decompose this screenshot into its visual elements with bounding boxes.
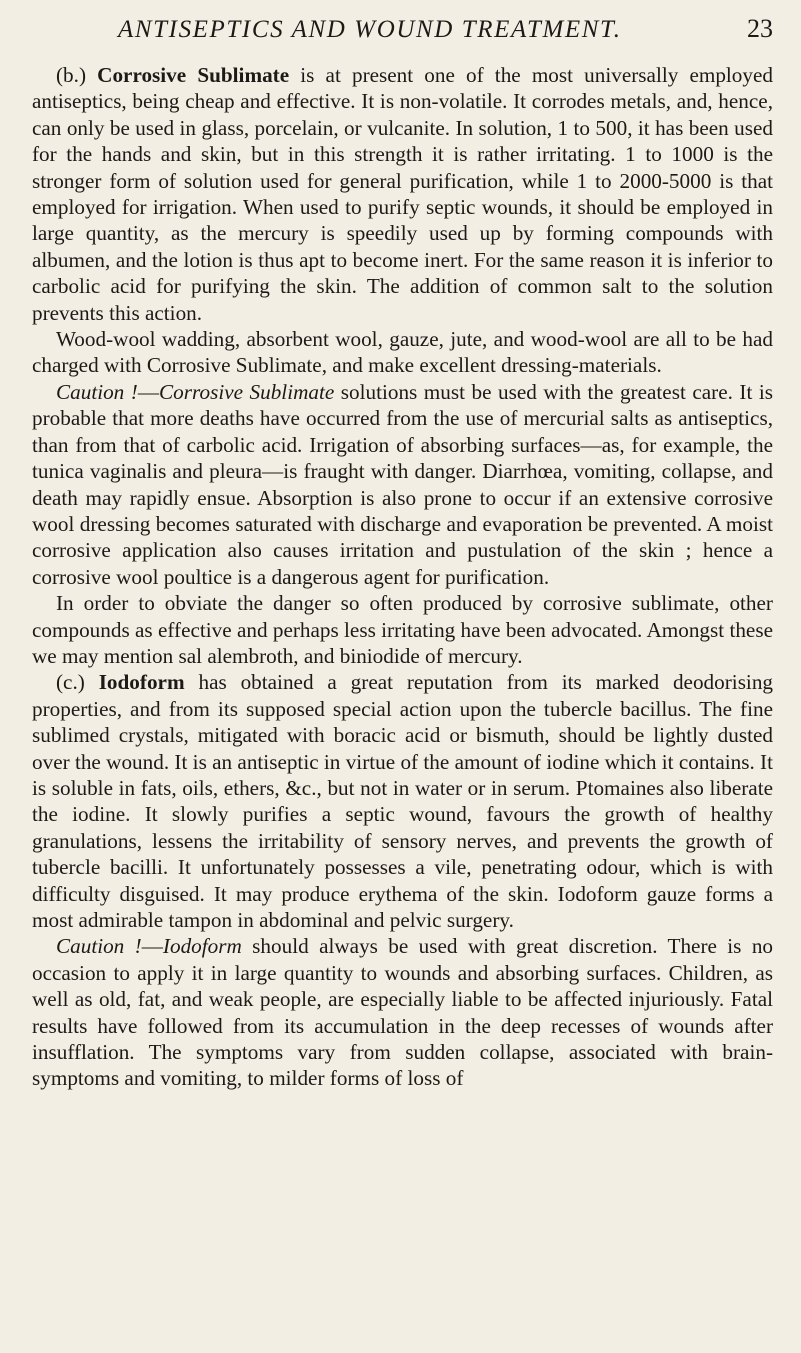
paragraph-iodoform	[32, 669, 773, 933]
caution-label: Caution !	[56, 934, 142, 959]
body-text	[32, 62, 773, 1092]
paragraph-text: In order to obviate the danger so often produced by corrosive sublimate, other compounds as effective and perhaps less irritating have been advocated. Amongst these we may mention sal alembroth, and biniodide of mercury.	[32, 591, 773, 668]
section-term: Corrosive Sublimate	[97, 63, 290, 87]
section-marker: (b.)	[56, 63, 98, 87]
paragraph-text: is at present one of the most universally employed antiseptics, being cheap and effective. It is non-volatile. It corrodes metals, and, hence, can only be used in glass, porcelain, or vulcanite. In solution, 1 to 500, it has been used for the hands and skin, but in this strength it is rather irritating. 1 to 1000 is the stronger form of solution used for general purification, while 1 to 2000-5000 is that employed for irrigation. When used to purify septic wounds, it should be employed in large quantity, as the mercury is speedily used up by forming compounds with albumen, and the lotion is thus apt to become inert. For the same reason it is inferior to carbolic acid for purifying the skin. The addition of common salt to the solution prevents this action.	[32, 63, 773, 325]
running-title: ANTISEPTICS AND WOUND TREATMENT.	[118, 16, 622, 43]
caution-dash: —	[137, 379, 160, 404]
page-number: 23	[747, 14, 773, 43]
paragraph-text: Wood-wool wadding, absorbent wool, gauze, jute, and wood-wool are all to be had charged with Corrosive Sublimate, and make excellent dressing-materials.	[32, 327, 773, 378]
caution-dash: —	[141, 934, 163, 959]
paragraph-dressing-materials	[32, 326, 773, 379]
paragraph-text: solutions must be used with the greatest care. It is probable that more deaths have occurred from the use of mercurial salts as antiseptics, than from that of carbolic acid. Irrigation of absorbing surfaces—as, for example, the tunica vaginalis and pleura—is fraught with danger. Diarrhœa, vomiting, collapse, and death may rapidly ensue. Absorption is also prone to occur if an extensive corrosive wool dressing becomes saturated with discharge and evaporation be prevented. A moist corrosive application also causes irritation and pustulation of the skin ; hence a corrosive wool poultice is a dangerous agent for purification.	[32, 379, 774, 589]
section-term: Iodoform	[98, 670, 185, 695]
paragraph-alternatives	[32, 590, 773, 669]
paragraph-text: should always be used with great discretion. There is no occasion to apply it in large quantity to wounds and absorbing surfaces. Children, as well as old, fat, and weak people, are especially liable to be affected injuriously. Fatal results have followed from its accumulation in the deep recesses of wounds after insufflation. The symptoms vary from sudden collapse, associated with brain-symptoms and vomiting, to milder forms of loss of	[32, 934, 774, 1091]
paragraph-corrosive-sublimate	[32, 62, 773, 326]
caution-term: Corrosive Sublimate	[159, 379, 335, 404]
caution-term: Iodoform	[162, 934, 242, 959]
section-marker: (c.)	[56, 670, 99, 695]
paragraph-text: has obtained a great reputation from its marked deodorising properties, and from its supposed special action upon the tubercle bacillus. The fine sublimed crystals, mitigated with boracic acid or bismuth, should be lightly dusted over the wound. It is an antiseptic in virtue of the amount of iodine which it contains. It is soluble in fats, oils, ethers, &c., but not in water or in serum. Ptomaines also liberate the iodine. It slowly purifies a septic wound, favours the growth of healthy granulations, lessens the irritability of sensory nerves, and prevents the growth of tubercle bacilli. It unfortunately possesses a vile, penetrating odour, which is with difficulty disguised. It may produce erythema of the skin. Iodoform gauze forms a most admirable tampon in abdominal and pelvic surgery.	[32, 670, 774, 932]
paragraph-caution-iodoform	[32, 933, 773, 1091]
caution-label: Caution !	[56, 379, 138, 404]
running-header	[32, 8, 773, 62]
paragraph-caution-sublimate	[32, 379, 773, 590]
